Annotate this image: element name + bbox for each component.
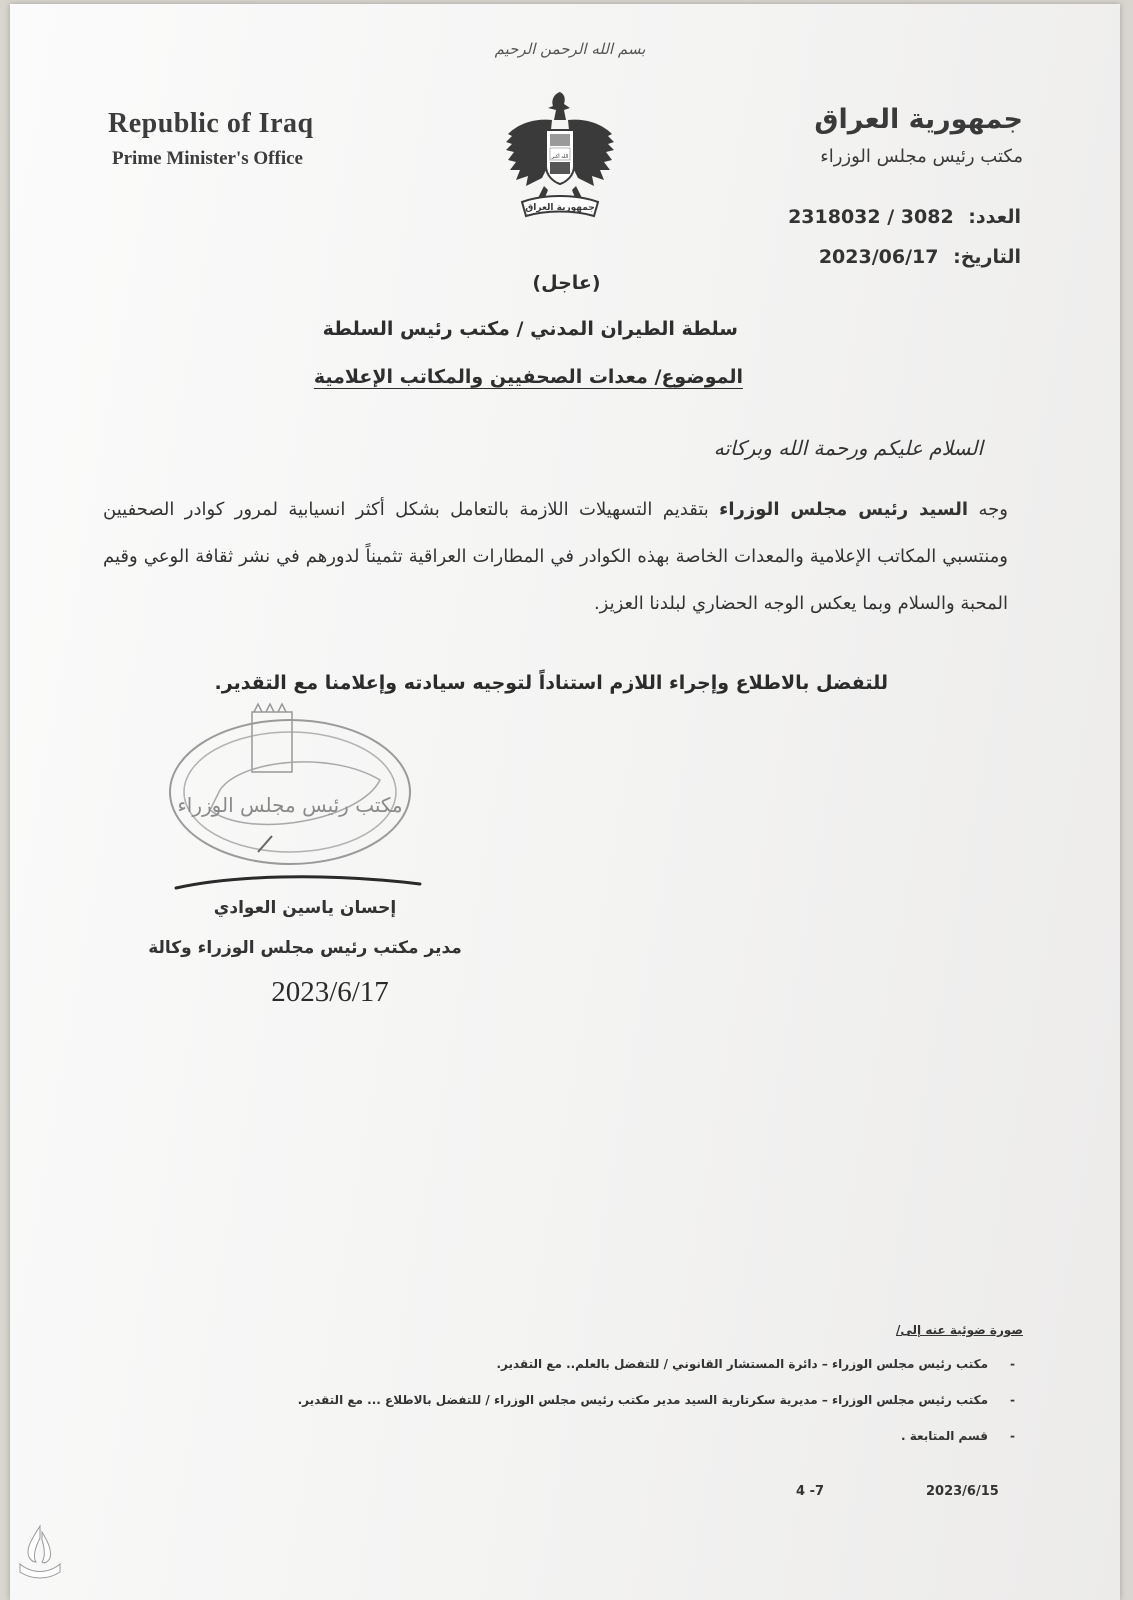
reference-number-label: العدد: <box>968 206 1021 228</box>
copy-recipient: -قسم المتابعة . <box>900 1429 1015 1443</box>
footer-date: 2023/6/15 <box>926 1484 999 1499</box>
arabic-country-name: جمهورية العراق <box>814 104 1023 135</box>
footer-reference: 4 -7 <box>796 1484 825 1499</box>
copy-recipient: -مكتب رئيس مجلس الوزراء – مديرية سكرتارية السيد مدير مكتب رئيس مجلس الوزراء / للتفضل بالاطلاع ... مع التقدير. <box>297 1393 1015 1407</box>
seal-text: مكتب رئيس مجلس الوزراء <box>177 793 403 817</box>
reference-number <box>788 206 1021 228</box>
letter-body <box>103 486 1008 627</box>
body-highlight: السيد رئيس مجلس الوزراء <box>719 499 969 520</box>
recipient: سلطة الطيران المدني / مكتب رئيس السلطة <box>322 318 738 340</box>
logo-watermark-icon <box>14 1522 66 1584</box>
list-dash: - <box>1010 1357 1015 1371</box>
closing-line: للتفضل بالاطلاع وإجراء اللازم استناداً لتوجيه سيادته وإعلامنا مع التقدير. <box>214 672 888 694</box>
copy-recipient: -مكتب رئيس مجلس الوزراء – دائرة المستشار القانوني / للتفضل بالعلم.. مع التقدير. <box>496 1357 1015 1371</box>
copies-list <box>155 1352 1015 1460</box>
official-seal-stamp <box>150 700 440 900</box>
signatory-name: إحسان ياسين العوادي <box>213 898 397 918</box>
english-office-name: Prime Minister's Office <box>112 148 303 169</box>
list-dash: - <box>1010 1429 1015 1443</box>
document-date-value: 2023/06/17 <box>818 246 939 268</box>
eagle-emblem-icon <box>504 90 616 230</box>
urgency-marker: (عاجل) <box>532 272 601 294</box>
subject-line: الموضوع/ معدات الصحفيين والمكاتب الإعلامية <box>313 366 743 388</box>
body-text-start: وجه <box>968 499 1008 520</box>
body-text-rest: بتقديم التسهيلات اللازمة بالتعامل بشكل أكثر انسيابية لمرور كوادر الصحفيين ومنتسبي المكاتب الإعلامية والمعدات الخاصة بهذه الكوادر في المطارات العراقية تثميناً لدورهم في نشر ثقافة الوعي وقيم المحبة والسلام وبما يعكس الوجه الحضاري لبلدنا العزيز. <box>103 499 1008 614</box>
copies-title: صورة ضوئية عنه إلى/ <box>896 1323 1023 1337</box>
reference-number-value: 2318032 / 3082 <box>788 206 954 228</box>
document-date-label: التاريخ: <box>953 246 1021 268</box>
signature-date: 2023/6/17 <box>271 976 389 1008</box>
svg-text:الله أكبر: الله أكبر <box>551 154 569 160</box>
emblem-caption: جمهورية العراق <box>525 203 595 213</box>
signatory-title: مدير مكتب رئيس مجلس الوزراء وكالة <box>148 938 462 958</box>
english-country-name: Republic of Iraq <box>108 108 314 139</box>
signature-stroke <box>170 872 430 894</box>
document-date <box>819 246 1021 268</box>
greeting: السلام عليكم ورحمة الله وبركاته <box>713 436 983 460</box>
list-dash: - <box>1010 1393 1015 1407</box>
basmala: بسم الله الرحمن الرحيم <box>494 40 646 58</box>
arabic-office-name: مكتب رئيس مجلس الوزراء <box>820 146 1023 167</box>
